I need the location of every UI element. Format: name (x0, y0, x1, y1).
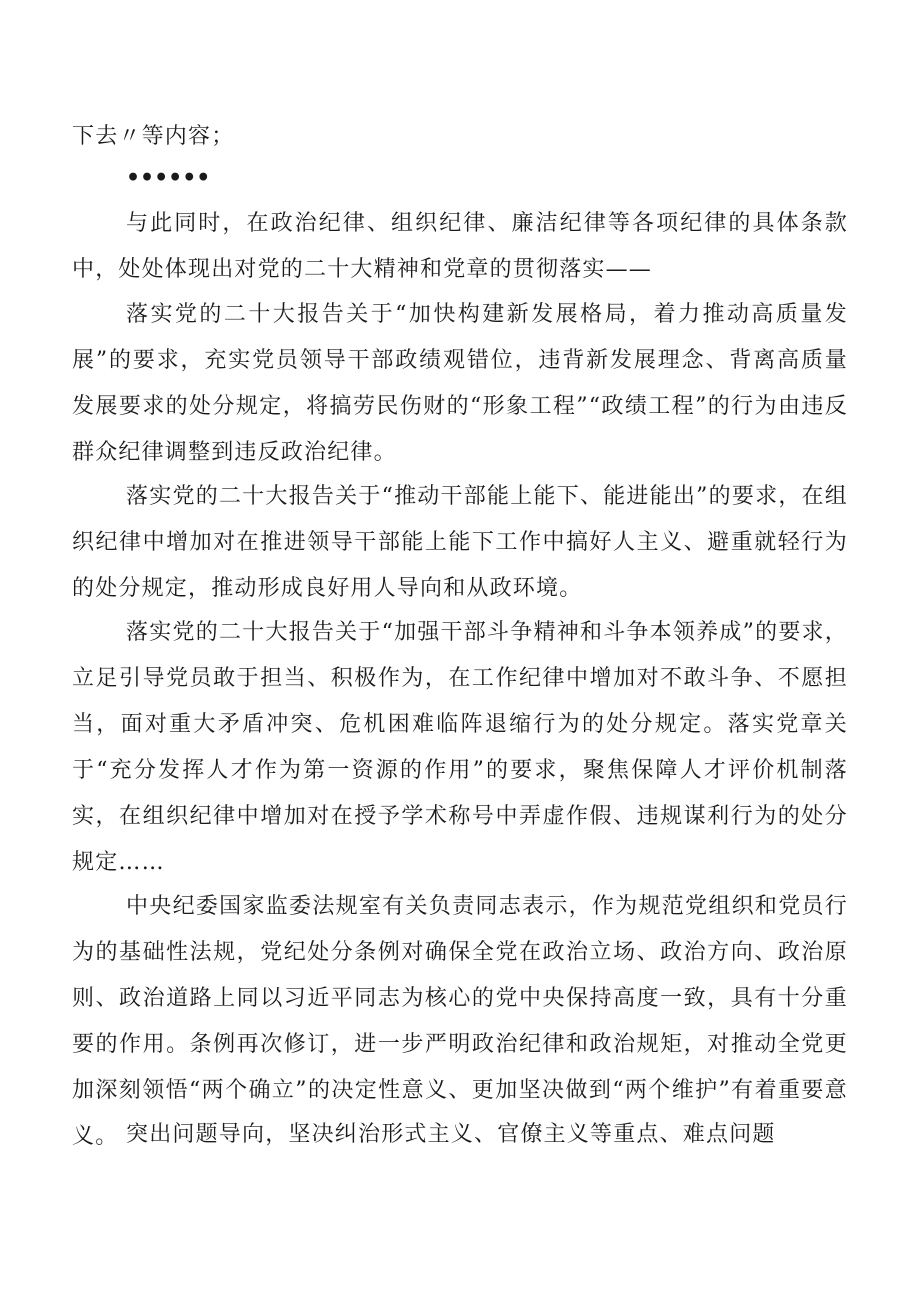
ellipsis-marker: •••••• (126, 165, 211, 191)
paragraph-4: 落实党的二十大报告关于“加强干部斗争精神和斗争本领养成”的要求，立足引导党员敢于担当、积极作为，在工作纪律中增加对不敢斗争、不愿担当，面对重大矛盾冲突、危机困难临阵退缩行为的处分规定。落实党章关于“充分发挥人才作为第一资源的作用”的要求，聚焦保障人才评价机制落实，在组织纪律中增加对在授予学术称号中弄虚作假、违规谋利行为的处分规定…… (72, 620, 848, 875)
paragraph-1: 与此同时，在政治纪律、组织纪律、廉洁纪律等各项纪律的具体条款中，处处体现出对党的二十大精神和党章的贯彻落实—— (72, 211, 848, 282)
paragraph-6: 突出问题导向，坚决纠治形式主义、官僚主义等重点、难点问题 (126, 1122, 776, 1147)
paragraph-2: 落实党的二十大报告关于“加快构建新发展格局，着力推动高质量发展”的要求，充实党员领导干部政绩观错位，违背新发展理念、背离高质量发展要求的处分规定，将搞劳民伤财的“形象工程”“政绩工程”的行为由违反群众纪律调整到违反政治纪律。 (72, 302, 848, 465)
paragraph-5: 中央纪委国家监委法规室有关负责同志表示，作为规范党组织和党员行为的基础性法规，党纪处分条例对确保全党在政治立场、政治方向、政治原则、政治道路上同以习近平同志为核心的党中央保持高度一致，具有十分重要的作用。条例再次修订，进一步严明政治纪律和政治规矩，对推动全党更加深刻领悟“两个确立”的决定性意义、更加坚决做到“两个维护”有着重要意义。 (72, 894, 848, 1149)
lead-fragment: 下去〃等内容； (72, 124, 235, 149)
paragraph-3: 落实党的二十大报告关于“推动干部能上能下、能进能出”的要求，在组织纪律中增加对在推进领导干部能上能下工作中搞好人主义、避重就轻行为的处分规定，推动形成良好用人导向和从政环境。 (72, 484, 848, 601)
